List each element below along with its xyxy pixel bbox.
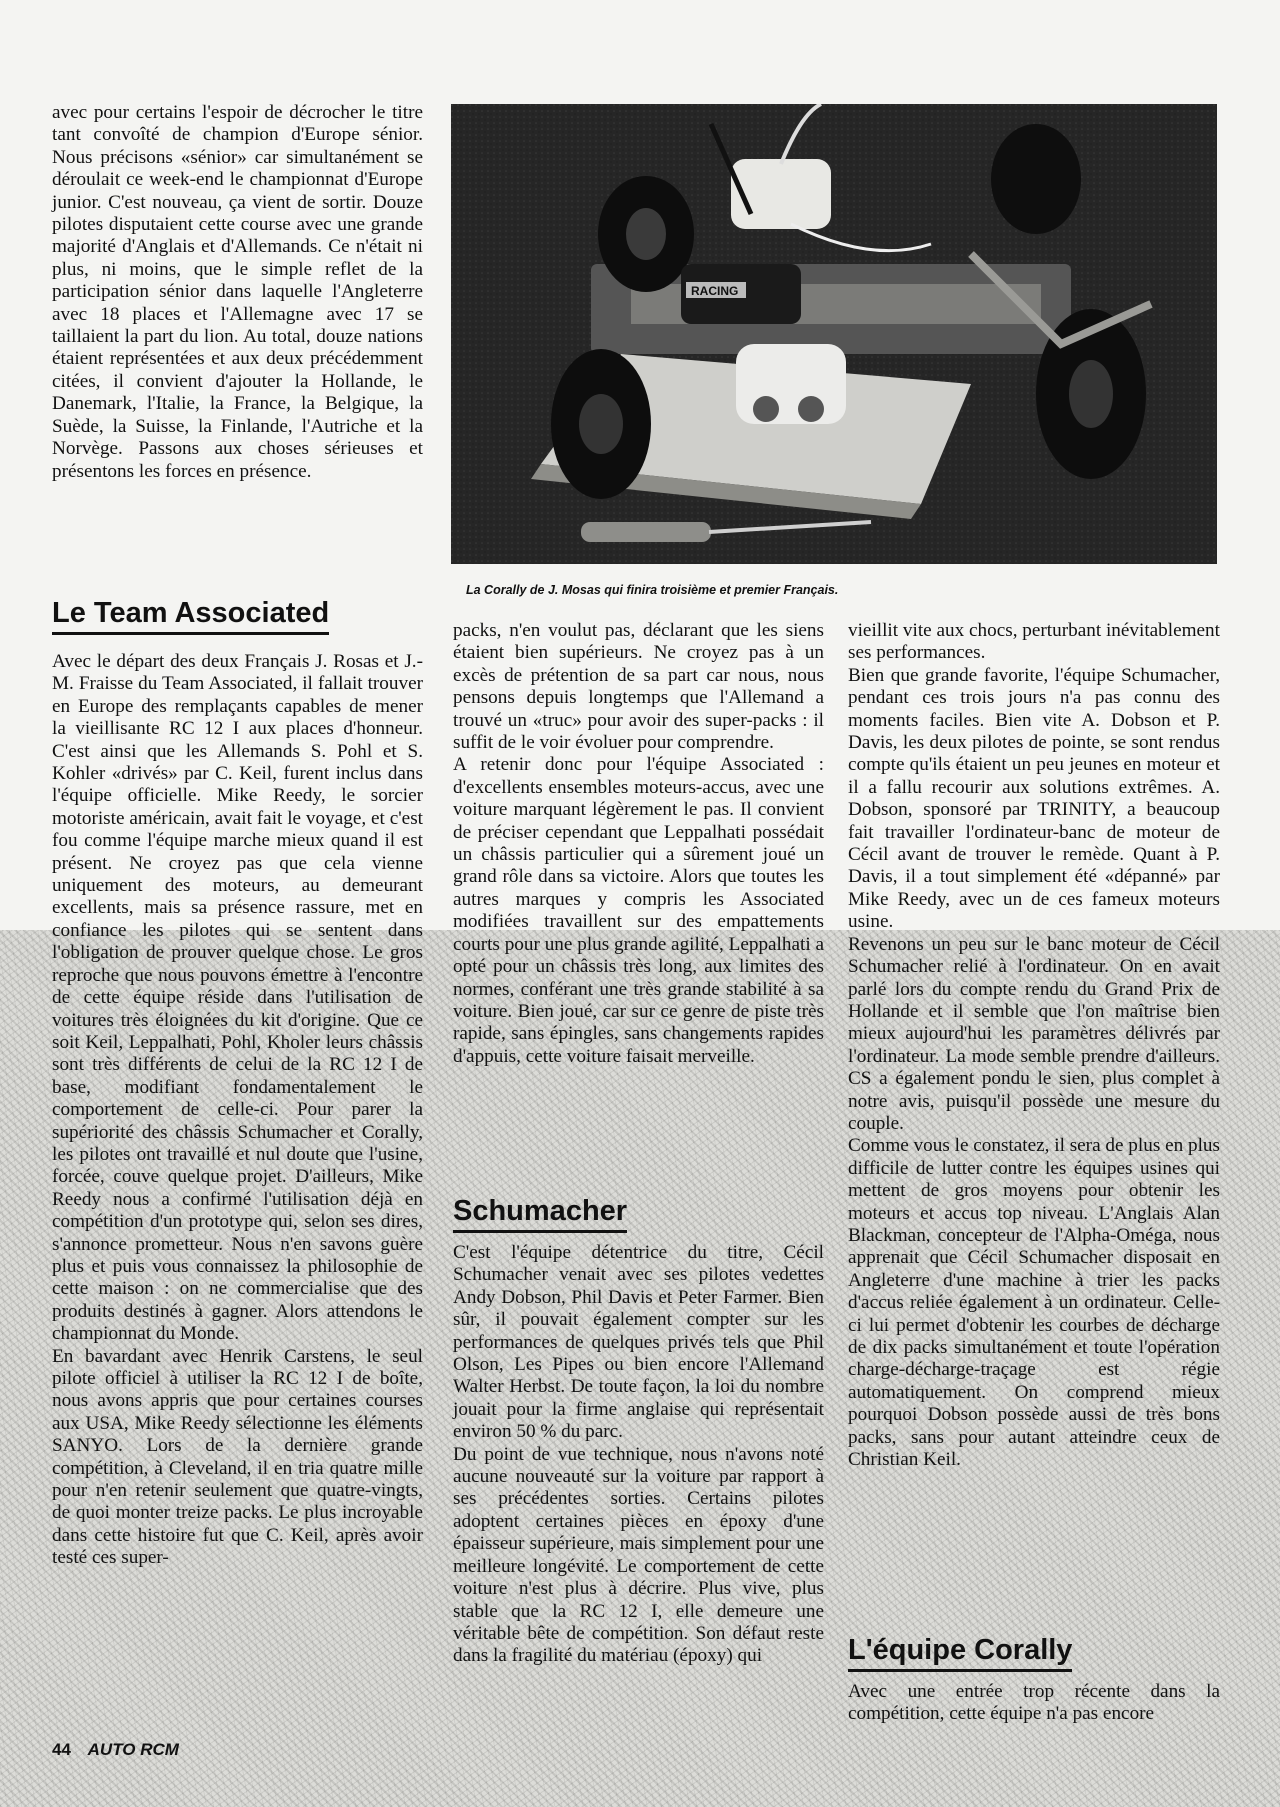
- page-footer: [52, 1740, 191, 1760]
- column-1-intro: [52, 102, 423, 483]
- heading-team-associated: Le Team Associated: [52, 596, 329, 635]
- rc-car-photo: [451, 104, 1217, 564]
- col3-paragraph-3: Revenons un peu sur le banc moteur de Cécil Schumacher relié à l'ordinateur. On en avait parlé lors du compte rendu du Grand Prix de Hollande et il semble que l'on maîtrise bien mieux aujourd'hui les paramètres délivrés par l'ordinateur. La mode semble prendre d'ailleurs. CS a également pondu le sien, plus complet à notre avis, puisqu'il possède une mesure du couple.: [848, 933, 1220, 1134]
- column-1-body: [52, 651, 423, 1570]
- photo-label: RACING: [691, 284, 739, 298]
- column-2-body: [453, 1242, 824, 1668]
- page-number: 44: [52, 1740, 71, 1759]
- heading-equipe-corally: L'équipe Corally: [848, 1633, 1072, 1672]
- col3-paragraph-1: vieillit vite aux chocs, perturbant inévitablement ses performances.: [848, 620, 1220, 664]
- col3-paragraph-2: Bien que grande favorite, l'équipe Schumacher, pendant ces trois jours n'a pas connu des moments faciles. Bien vite A. Dobson et P. Davis, les deux pilotes de pointe, se sont rendus compte qu'ils étaient un peu jeunes en moteur et il a fallu recourir aux solutions extrêmes. A. Dobson, sponsoré par TRINITY, a beaucoup fait travailler l'ordinateur-banc de moteur de Cécil avant de trouver le remède. Quant à P. Davis, il a tout simplement été «dépanné» par Mike Reedy, avec un de ces fameux moteurs usine.: [848, 664, 1220, 933]
- col2-paragraph-2: A retenir donc pour l'équipe Associated : d'excellents ensembles moteurs-accus, avec une voiture marquant légèrement le pas. Il convient de préciser cependant que Leppalhati possédait un châssis particulier qui a sûrement joué un grand rôle dans sa victoire. Alors que toutes les autres marques y compris les Associated modifiées travaillent sur des empattements courts pour une plus grande agilité, Leppalhati a opté pour un châssis très long, aux limites des normes, conférant une très grande stabilité à sa voiture. Bien joué, car sur ce genre de piste très rapide, sans épingles, sans changements rapides d'appuis, cette voiture faisait merveille.: [453, 754, 824, 1067]
- magazine-name: AUTO RCM: [87, 1740, 179, 1759]
- schumacher-paragraph-2: Du point de vue technique, nous n'avons noté aucune nouveauté sur la voiture par rapport à ses précédentes sorties. Certains pilotes adoptent certaines pièces en époxy d'une épaisseur supérieure, mais simplement pour une meilleure longévité. Le comportement de cette voiture n'est plus à décrire. Plus vive, plus stable que la RC 12 I, elle demeure une véritable bête de compétition. Son défaut reste dans la fragilité du matériau (époxy) qui: [453, 1443, 824, 1667]
- associated-paragraph-2: En bavardant avec Henrik Carstens, le seul pilote officiel à utiliser la RC 12 I de boîte, nous avons appris que pour certaines courses aux USA, Mike Reedy sélectionne les éléments SANYO. Lors de la dernière grande compétition, à Cleveland, il en tria quatre mille pour n'en retenir seulement que quatre-vingts, de quoi monter treize packs. Le plus incroyable dans cette histoire fut que C. Keil, après avoir testé ces super-: [52, 1345, 423, 1569]
- corally-paragraph-1: Avec une entrée trop récente dans la compétition, cette équipe n'a pas encore: [848, 1681, 1220, 1725]
- heading-schumacher: Schumacher: [453, 1194, 627, 1233]
- photo-caption: La Corally de J. Mosas qui finira troisième et premier Français.: [466, 583, 839, 597]
- column-2: [453, 620, 824, 1068]
- column-3: [848, 620, 1220, 1471]
- associated-paragraph-1: Avec le départ des deux Français J. Rosas et J.-M. Fraisse du Team Associated, il fallait trouver en Europe des remplaçants capables de mener la vieillisante RC 12 I aux places d'honneur. C'est ainsi que les Allemands S. Pohl et S. Kohler «drivés» par C. Keil, furent inclus dans l'équipe officielle. Mike Reedy, le sorcier motoriste américain, avait fait le voyage, et c'est fou comme l'équipe marche mieux quand il est présent. Ne croyez pas que cela vienne uniquement des moteurs, au demeurant excellents, mais sa présence rassure, met en confiance les pilotes qui se sentent dans l'obligation de prouver quelque chose. Le gros reproche que nous pouvons émettre à l'encontre de cette équipe réside dans l'utilisation de voitures très éloignées du kit d'origine. Que ce soit Keil, Leppalhati, Pohl, Kholer leurs châssis sont très différents de celui de la RC 12 I de base, modifiant fondamentalement le comportement de celle-ci. Pour parer la supériorité des châssis Schumacher et Corally, les pilotes ont travaillé et nul doute que l'usine, forcée, couve quelque projet. D'ailleurs, Mike Reedy nous a confirmé l'utilisation déjà en compétition d'un prototype qui, selon ses dires, s'annonce prometteur. Nous n'en savons guère plus et puis vous connaissez la philosophie de cette maison : on ne commercialise que des produits destinés à gagner. Alors attendons le championnat du Monde.: [52, 651, 423, 1345]
- intro-paragraph: avec pour certains l'espoir de décrocher le titre tant convoîté de champion d'Europe sénior. Nous précisons «sénior» car simultanément se déroulait ce week-end le championnat d'Europe junior. C'est nouveau, ça vient de sortir. Douze pilotes disputaient cette course avec une grande majorité d'Anglais et d'Allemands. Ce n'était ni plus, ni moins, que le simple reflet de la participation sénior dans laquelle l'Angleterre avec 18 places et l'Allemagne avec 17 se taillaient la part du lion. Au total, douze nations étaient représentées et aux deux précédemment citées, il convient d'ajouter la Hollande, le Danemark, l'Italie, la France, la Belgique, la Suède, la Suisse, la Finlande, l'Autriche et la Norvège. Passons aux choses sérieuses et présentons les forces en présence.: [52, 102, 423, 482]
- col2-paragraph-1: packs, n'en voulut pas, déclarant que les siens étaient bien supérieurs. Ne croyez pas à un excès de prétention de sa part car nous, nous pensons depuis longtemps que l'Allemand a trouvé un «truc» pour avoir des super-packs : il suffit de le voir évoluer pour comprendre.: [453, 620, 824, 754]
- column-3-body: [848, 1681, 1220, 1726]
- schumacher-paragraph-1: C'est l'équipe détentrice du titre, Cécil Schumacher venait avec ses pilotes vedettes Andy Dobson, Phil Davis et Peter Farmer. Bien sûr, il pouvait également compter sur les performances de quelques privés tels que Phil Olson, Les Pipes ou bien encore l'Allemand Walter Herbst. De toute façon, la loi du nombre jouait pour la firme anglaise qui représentait environ 50 % du parc.: [453, 1242, 824, 1443]
- col3-paragraph-4: Comme vous le constatez, il sera de plus en plus difficile de lutter contre les équipes usines qui mettent de gros moyens pour obtenir les moteurs et accus top niveau. L'Anglais Alan Blackman, concepteur de l'Alpha-Oméga, nous apprenait que Cécil Schumacher disposait en Angleterre d'une machine à trier les packs d'accus reliée également à un ordinateur. Celle-ci lui permet d'obtenir les courbes de décharge de dix packs simultanément et toute l'opération charge-décharge-traçage est régie automatiquement. On comprend mieux pourquoi Dobson possède aussi de très bons packs, sans pour autant atteindre ceux de Christian Keil.: [848, 1135, 1220, 1471]
